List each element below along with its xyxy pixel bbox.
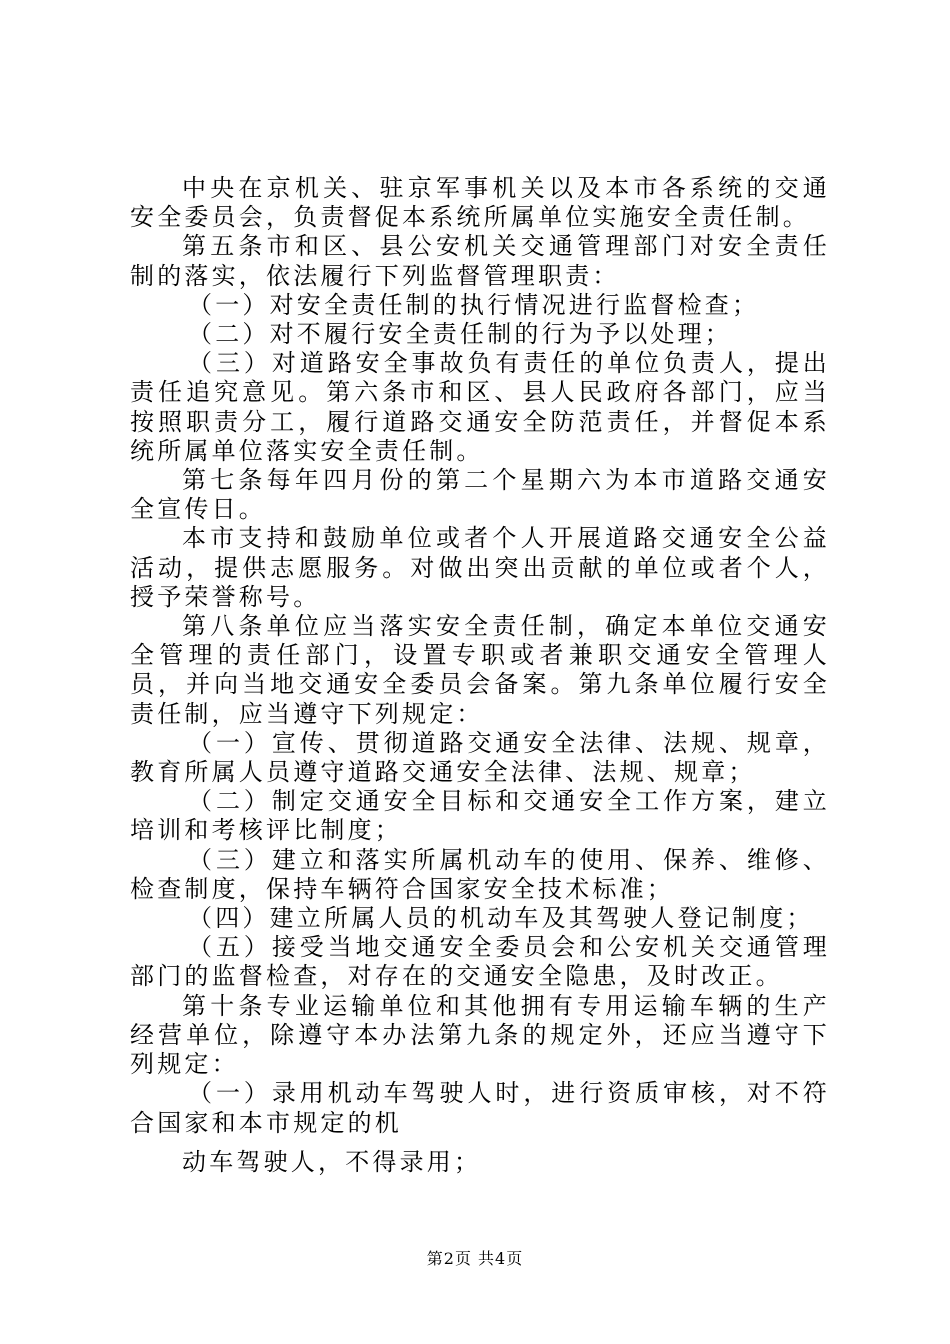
list-item: （三）建立和落实所属机动车的使用、保养、维修、检查制度，保持车辆符合国家安全技术标准； [130, 845, 830, 903]
document-body [130, 174, 830, 1177]
paragraph: 第七条每年四月份的第二个星期六为本市道路交通安全宣传日。 [130, 466, 830, 524]
list-item: （二）对不履行安全责任制的行为予以处理； [188, 320, 732, 349]
paragraph: 第八条单位应当落实安全责任制，确定本单位交通安全管理的责任部门，设置专职或者兼职交通安全管理人员，并向当地交通安全委员会备案。第九条单位履行安全责任制，应当遵守下列规定： [130, 612, 830, 728]
list-item: （二）制定交通安全目标和交通安全工作方案，建立培训和考核评比制度； [130, 787, 830, 845]
list-item: （一）对安全责任制的执行情况进行监督检查； [188, 290, 760, 319]
list-item: （五）接受当地交通安全委员会和公安机关交通管理部门的监督检查，对存在的交通安全隐患，及时改正。 [130, 933, 830, 991]
page-number-footer: 第2页 共4页 [426, 1249, 524, 1268]
paragraph: 第十条专业运输单位和其他拥有专用运输车辆的生产经营单位，除遵守本办法第九条的规定外，还应当遵守下列规定： [130, 991, 830, 1079]
list-item: （四）建立所属人员的机动车及其驾驶人登记制度； [188, 904, 814, 933]
list-item: （一）录用机动车驾驶人时，进行资质审核，对不符合国家和本市规定的机 [130, 1079, 830, 1137]
paragraph: 本市支持和鼓励单位或者个人开展道路交通安全公益活动，提供志愿服务。对做出突出贡献的单位或者个人，授予荣誉称号。 [130, 524, 830, 611]
paragraph-continuation: 动车驾驶人，不得录用； [182, 1147, 482, 1176]
paragraph: 第五条市和区、县公安机关交通管理部门对安全责任制的落实，依法履行下列监督管理职责： [130, 232, 830, 290]
list-item: （一）宣传、贯彻道路交通安全法律、法规、规章，教育所属人员遵守道路交通安全法律、法规、规章； [130, 728, 830, 787]
list-item: （三）对道路安全事故负有责任的单位负责人，提出责任追究意见。第六条市和区、县人民政府各部门，应当按照职责分工，履行道路交通安全防范责任，并督促本系统所属单位落实安全责任制。 [130, 349, 830, 465]
paragraph: 中央在京机关、驻京军事机关以及本市各系统的交通安全委员会，负责督促本系统所属单位实施安全责任制。 [130, 174, 830, 232]
